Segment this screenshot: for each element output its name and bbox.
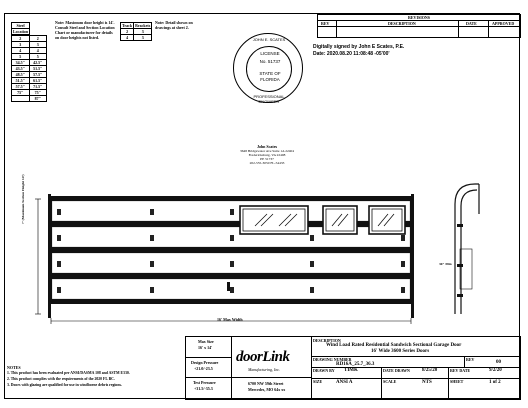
engineer-pe: PE 51737 <box>260 157 274 161</box>
note-maximum: Note: Maximum door height is 14'. Consult Steel and Section Location Chart or manufacturer for details on door heights not listed. <box>55 20 115 40</box>
seal-profession: PROFESSIONAL ENGINEER <box>253 94 285 104</box>
drawing-number-label: DRAWING NUMBER <box>313 357 352 362</box>
scale-value: NTS <box>422 380 432 385</box>
date-drawn: 8/25/20 <box>422 368 438 373</box>
seal-name: JOHN E. SCATES <box>252 37 286 42</box>
side-dimension-label: 30" Min <box>439 262 452 266</box>
revisions-block <box>317 14 521 38</box>
steel-cell: 87" <box>29 96 47 102</box>
steel-cell: 2 <box>12 36 30 42</box>
drawn-by: TIMK <box>344 368 358 373</box>
steel-cell: 75" <box>12 90 30 96</box>
date-drawn-label: DATE DRAWN <box>383 368 410 373</box>
note-3: 3. Doors with glazing are qualified for use in windborne debris regions. <box>7 383 122 387</box>
track-cell: 4 <box>121 35 134 41</box>
sheet-value: 1 of 2 <box>489 380 501 385</box>
company-tagline: Manufacturing, Inc. <box>248 367 281 372</box>
steel-cell: 51.5" <box>12 78 30 84</box>
steel-cell: 48.5" <box>12 72 30 78</box>
drawing-sheet <box>4 13 520 399</box>
track-header: Track <box>122 23 133 28</box>
steel-cell: 3 <box>12 42 30 48</box>
max-size-value: 16' x 14' <box>198 345 213 350</box>
steel-location-table <box>11 22 30 35</box>
door-elevation-drawing <box>5 174 521 344</box>
design-pressure-value: +21.0/-23.5 <box>194 366 213 371</box>
note-1: 1. This product has been evaluated per ANSI/DASMA 108 and ASTM E330. <box>7 371 130 375</box>
description-line2: 16' Wide 3600 Series Doors <box>371 349 430 354</box>
brackets-header: Brackets <box>135 23 151 28</box>
engineer-address: 3648 Bridgewater Ave Suite 1A 22404 <box>239 149 295 153</box>
doorlink-logo: doorLink <box>236 349 290 365</box>
sheet-label: SHEET <box>450 379 464 384</box>
rev-col: REV <box>321 21 330 26</box>
max-size-label: Max Size <box>198 339 214 344</box>
steel-cell: 71.5" <box>29 84 47 90</box>
steel-cell: 51.5" <box>29 66 47 72</box>
engineer-name: John Scates <box>256 144 278 149</box>
drawn-by-label: DRAWN BY <box>313 368 335 373</box>
seal-number: No. 51737 <box>259 59 281 64</box>
description-line1: Wind Load Rated Residential Sandwich Sectional Garage Door <box>326 343 462 348</box>
steel-cell: 75" <box>29 90 47 96</box>
rev-date-label: REV DATE <box>450 368 471 373</box>
steel-cell: 42.5" <box>29 60 47 66</box>
track-cell: 3 <box>134 35 152 41</box>
note-2: 2. This product complies with the requirements of the 2020 FL BC. <box>7 377 115 381</box>
company-address-1: 6700 NW 59th Street <box>248 381 284 386</box>
track-cell: 3 <box>134 29 152 35</box>
steel-cell: 34.5" <box>12 60 30 66</box>
rev-value: 00 <box>496 360 501 365</box>
company-address-2: Mercedes, MO 64x xx <box>248 387 286 392</box>
engineer-phone: 202-555-3050 FL-54433 <box>249 161 285 165</box>
description-label: DESCRIPTION <box>313 338 341 343</box>
drawing-number: RD16A_25.7_36.3 <box>336 362 375 367</box>
approved-col: APPROVED <box>492 21 515 26</box>
title-block <box>185 336 521 400</box>
notes-title: NOTES <box>7 365 21 370</box>
description-col: DESCRIPTION <box>388 21 416 26</box>
steel-cell: 5 <box>29 54 47 60</box>
steel-cell: 57.5" <box>12 84 30 90</box>
revisions-title: REVISIONS <box>408 15 431 20</box>
steel-cell: 57.5" <box>29 72 47 78</box>
rev-label: REV <box>466 357 475 362</box>
track-table <box>120 22 152 41</box>
steel-cell: 2 <box>29 36 47 42</box>
seal-state: STATE OF <box>259 71 281 76</box>
steel-cell: 4 <box>12 48 30 54</box>
size-label: SIZE <box>313 379 323 384</box>
seal-florida: FLORIDA <box>260 77 280 82</box>
height-dimension-label: 7' (Maximum Section Height 14') <box>21 174 25 224</box>
steel-cell: 61.5" <box>29 78 47 84</box>
location-header: Location <box>13 29 29 34</box>
test-pressure-label: Test Pressure <box>193 380 216 385</box>
note-detail: Note: Detail shown on drawings at sheet 2. <box>155 20 193 30</box>
steel-cell: 4 <box>29 48 47 54</box>
steel-cell: 43.5" <box>12 66 30 72</box>
width-dimension-label: 16' Max Width <box>217 317 243 322</box>
steel-row <box>12 96 47 102</box>
steel-cell: 3 <box>29 42 47 48</box>
scale-label: SCALE <box>383 379 397 384</box>
signature-line2: Date: 2020.08.20 11:08:48 -05'00' <box>313 51 390 57</box>
track-cell: 2 <box>121 29 134 35</box>
engineer-block <box>237 144 297 165</box>
size-value: ANSI A <box>336 380 353 385</box>
engineer-city: Fredericksburg, VA 22408 <box>248 153 286 157</box>
seal-license: LICENSE <box>260 51 280 56</box>
steel-location-rows <box>11 35 47 102</box>
engineer-seal <box>233 33 303 103</box>
date-col: DATE <box>466 21 477 26</box>
design-pressure-label: Design Pressure <box>191 360 219 365</box>
signature-line1: Digitally signed by John E Scates, P.E. <box>313 44 405 50</box>
steel-cell <box>12 96 30 102</box>
steel-header: Steel <box>12 23 30 29</box>
steel-cell: 5 <box>12 54 30 60</box>
test-pressure-value: +31.5/-35.3 <box>194 386 213 391</box>
rev-date: 9/2/20 <box>489 368 502 373</box>
